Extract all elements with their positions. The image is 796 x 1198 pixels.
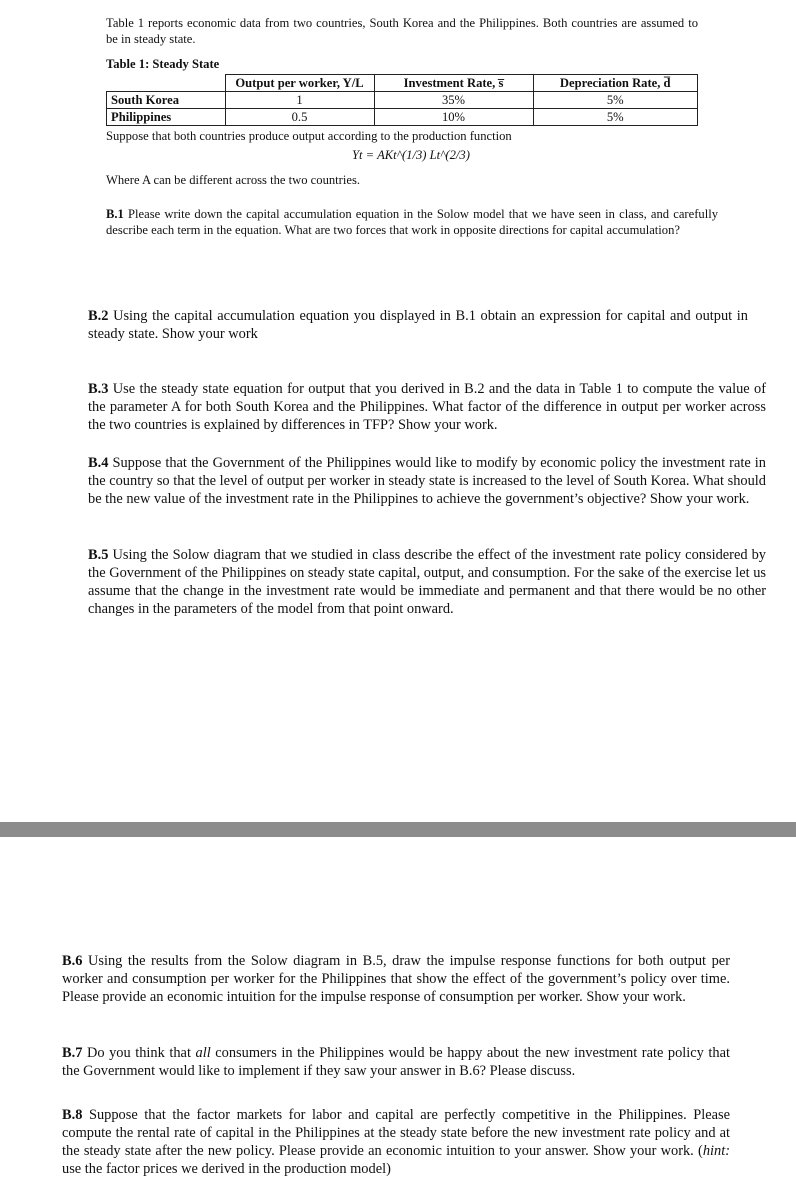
question-label: B.5	[88, 547, 109, 563]
question-label: B.2	[88, 308, 109, 324]
question-label: B.3	[88, 381, 109, 397]
question-text-before: Do you think that	[86, 1045, 191, 1061]
table-cell: South Korea	[107, 92, 226, 109]
question-b8: B.8 Suppose that the factor markets for labor and capital are perfectly competitive in the Philippines. Please compute the rental rate of capital in the Philippines at the steady state before the new investment rate policy and at the steady state after the new policy. Please provide an economic intuition to your answer. Show your work. (hint: use the factor prices we derived in the production model)	[62, 1107, 731, 1177]
question-b7	[62, 1044, 730, 1080]
question-label: B.1	[106, 207, 124, 221]
table-header-cell: Depreciation Rate, d̅	[533, 75, 698, 92]
question-label: B.8	[62, 1107, 83, 1123]
question-text: Please write down the capital accumulation equation in the Solow model that we have seen in class, and carefully describe each term in the equation. What are two forces that work in opposite directions for capital accumulation?	[106, 207, 718, 237]
table-cell: Philippines	[107, 109, 226, 126]
table-header-cell: Output per worker, Y/L	[225, 75, 374, 92]
question-b4	[88, 454, 766, 508]
table-header-row	[107, 75, 698, 92]
question-b3	[88, 380, 766, 434]
table-cell: 0.5	[225, 109, 374, 126]
question-text: Using the Solow diagram that we studied in class describe the effect of the investment rate policy considered by the Government of the Philippines on steady state capital, output, and consumption. For the sake of the exercise let us assume that the change in the investment rate would be immediate and permanent and that there would be no other changes in the parameters of the model from that point onward.	[88, 547, 766, 617]
table-cell: 5%	[533, 109, 698, 126]
question-text: Using the capital accumulation equation you displayed in B.1 obtain an expression for capital and output in steady state. Show your work	[88, 308, 749, 342]
question-label: B.7	[62, 1045, 83, 1061]
table-header-cell	[107, 75, 226, 92]
production-intro: Suppose that both countries produce output according to the production function	[106, 129, 512, 143]
question-b6	[62, 952, 730, 1006]
intro-paragraph: Table 1 reports economic data from two countries, South Korea and the Philippines. Both countries are assumed to be in steady state.	[106, 16, 698, 46]
question-text: Suppose that the factor markets for labor and capital are perfectly competitive in the Philippines. Please compute the rental rate of capital in the Philippines at the steady state before the new investment rate policy and at the steady state after the new policy. Please provide an economic intuition to your answer. Show your work.	[62, 1107, 731, 1159]
where-note: Where A can be different across the two countries.	[106, 173, 360, 187]
question-text: Using the results from the Solow diagram in B.5, draw the impulse response functions for both output per worker and consumption per worker for the Philippines that show the effect of the government’s policy over time. Please provide an economic intuition for the impulse response of consumption per worker. Show your work.	[62, 953, 730, 1005]
table-row	[107, 109, 698, 126]
hint-text: use the factor prices we derived in the production model)	[62, 1161, 391, 1177]
table-cell: 35%	[374, 92, 533, 109]
table-header-cell: Investment Rate, s̅	[374, 75, 533, 92]
question-text: Suppose that the Government of the Philippines would like to modify by economic policy the investment rate in the country so that the level of output per worker in steady state is increased to the level of South Korea. What should be the new value of the investment rate in the Philippines to achieve the government’s objective? Show your work.	[88, 455, 766, 507]
question-b5	[88, 546, 766, 618]
question-b2	[88, 307, 748, 343]
table-cell: 5%	[533, 92, 698, 109]
table-row	[107, 92, 698, 109]
hint-label: hint:	[702, 1143, 730, 1159]
table-cell: 1	[225, 92, 374, 109]
question-label: B.4	[88, 455, 109, 471]
table-cell: 10%	[374, 109, 533, 126]
page-divider	[0, 822, 796, 837]
question-text-emphasis: all	[195, 1045, 211, 1061]
question-text-after: consumers in the Philippines would be happy about the new investment rate policy that the Government would like to implement if they saw your answer in B.6? Please discuss.	[62, 1045, 731, 1079]
question-label: B.6	[62, 953, 83, 969]
steady-state-table	[106, 74, 698, 126]
table-title: Table 1: Steady State	[106, 57, 220, 71]
question-b1	[106, 206, 718, 238]
production-equation: Yt = AKt^(1/3) Lt^(2/3)	[352, 148, 470, 162]
question-text: Use the steady state equation for output that you derived in B.2 and the data in Table 1 to compute the value of the parameter A for both South Korea and the Philippines. What factor of the difference in output per worker across the two countries is explained by differences in TFP? Show your work.	[88, 381, 766, 433]
